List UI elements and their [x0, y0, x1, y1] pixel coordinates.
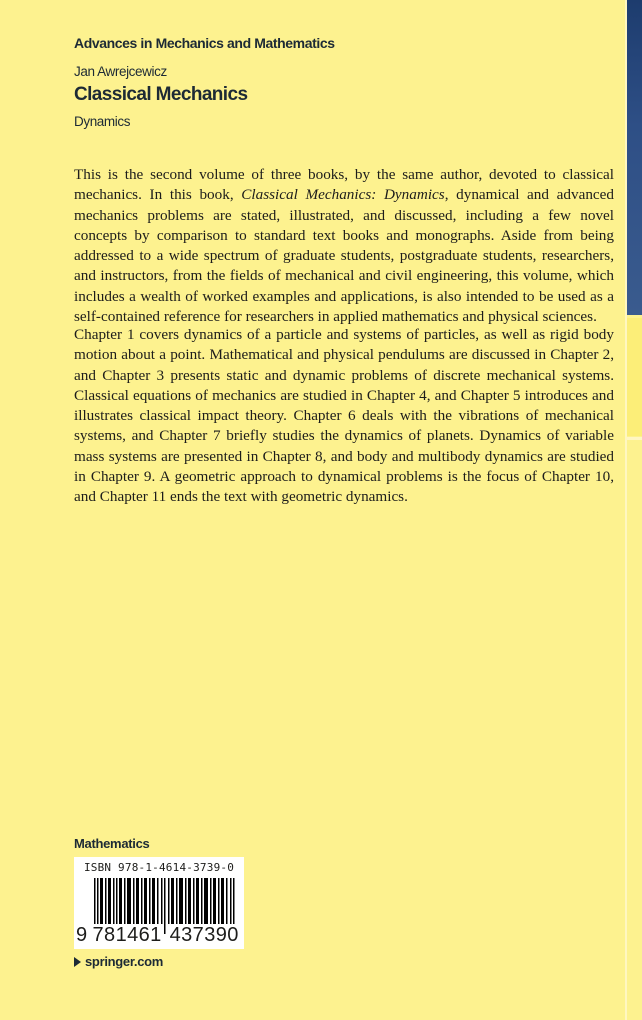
author-name: Jan Awrejcewicz [74, 64, 167, 79]
barcode-group-1: 781461 [92, 924, 162, 946]
book-subtitle: Dynamics [74, 114, 131, 129]
play-arrow-icon [74, 957, 81, 967]
spine-blue-band [627, 0, 642, 315]
series-title: Advances in Mechanics and Mathematics [74, 35, 335, 51]
description-paragraph-2: Chapter 1 covers dynamics of a particle and systems of particles, as well as rigid body motion about a point. Mathematical and physical pendulums are discussed in Chapter 2, and Chapter 3 presents static and dynamic problems of discrete mechanical systems. Classical equations of mechanics are studied in Chapter 4, and Chapter 5 introduces and illustrates classical impact theory. Chapter 6 deals with the vibrations of mechanical systems, and Chapter 7 briefly studies the dynamics of planets. Dynamics of variable mass systems are presented in Chapter 8, and body and multibody dynamics are studied in Chapter 9. A geometric approach to dynamical problems is the focus of Chapter 10, and Chapter 11 ends the text with geometric dynamics. [74, 326, 614, 506]
subject-label: Mathematics [74, 836, 150, 851]
springer-link[interactable] [74, 954, 163, 969]
description-paragraph-1 [74, 165, 614, 327]
barcode-first-digit: 9 [76, 924, 88, 946]
isbn-label: ISBN 978-1-4614-3739-0 [83, 861, 235, 874]
spine-yellow-band [627, 318, 642, 436]
paragraph-1-text-start: This is the second volume of three books, by the same author, devoted to classical mechanics. In this book, [74, 166, 614, 204]
book-title-italic: Classical Mechanics: Dynamics [241, 186, 445, 204]
paragraph-1-text-end: , dynamical and advanced mechanics problems are stated, illustrated, and discussed, including a few novel concepts by comparison to standard text books and monographs. Aside from being addressed to a wide spectrum of graduate students, postgraduate students, researchers, and instructors, from the fields of mechanical and civil engineering, this volume, which includes a wealth of worked examples and applications, is also intended to be used as a self-contained reference for researchers in applied mathematics and physical sciences. [74, 186, 614, 326]
barcode-digits [76, 924, 240, 947]
isbn-barcode [74, 857, 244, 949]
springer-link-text: springer.com [85, 954, 164, 969]
barcode-group-2: 437390 [169, 924, 239, 946]
spine-divider [625, 437, 642, 440]
book-title: Classical Mechanics [74, 84, 248, 105]
